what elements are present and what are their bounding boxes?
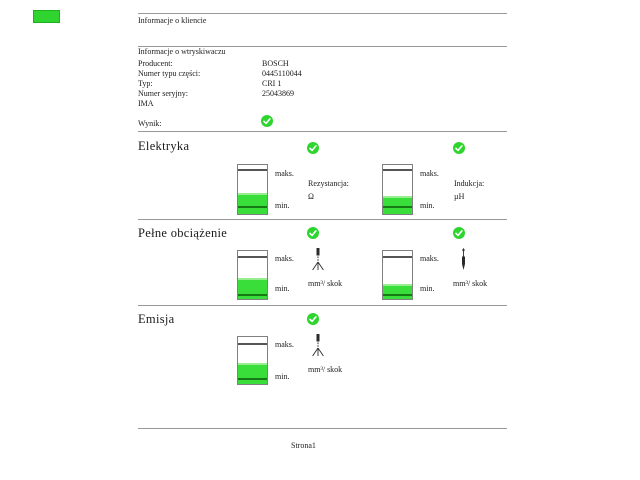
gauge-max-label: maks. — [420, 169, 439, 178]
page-number: Strona1 — [291, 441, 316, 450]
injector-spray-icon — [311, 248, 325, 271]
test-pass-check-icon — [307, 313, 319, 325]
level-gauge — [237, 336, 268, 385]
test-pass-check-icon — [307, 142, 319, 154]
section-divider — [138, 305, 507, 306]
gauge-fill — [383, 196, 412, 214]
gauge-fill — [238, 193, 267, 214]
section-divider — [138, 13, 507, 14]
gauge-min-marker — [238, 206, 267, 208]
test-pass-check-icon — [453, 142, 465, 154]
gauge-min-label: min. — [275, 284, 290, 293]
section-divider — [138, 219, 507, 220]
test-pass-check-icon — [453, 227, 465, 239]
gauge-max-label: maks. — [275, 254, 294, 263]
info-row-label: Typ: — [138, 79, 153, 88]
gauge-min-marker — [238, 294, 267, 296]
section-title: Emisja — [138, 312, 175, 326]
info-row-value: 0445110044 — [262, 69, 302, 78]
test-name: Indukcja: — [454, 179, 485, 188]
test-unit: mm³/ skok — [453, 279, 488, 288]
injector-section-title: Informacje o wtryskiwaczu — [138, 47, 226, 56]
gauge-min-label: min. — [420, 284, 435, 293]
level-gauge — [382, 250, 413, 300]
injector-spray-icon — [311, 334, 325, 357]
gauge-max-marker — [383, 169, 412, 171]
gauge-min-marker — [383, 294, 412, 296]
overall-status-box — [33, 10, 60, 23]
gauge-min-marker — [238, 378, 267, 380]
result-pass-check-icon — [261, 115, 273, 127]
info-row-label: Producent: — [138, 59, 173, 68]
footer-divider — [138, 428, 507, 429]
gauge-min-label: min. — [275, 201, 290, 210]
info-row-label: Numer typu części: — [138, 69, 201, 78]
test-pass-check-icon — [307, 227, 319, 239]
gauge-fill — [383, 284, 412, 299]
gauge-min-label: min. — [420, 201, 435, 210]
info-row-value: BOSCH — [262, 59, 289, 68]
customer-section-title: Informacje o kliencie — [138, 16, 207, 25]
gauge-max-label: maks. — [275, 340, 294, 349]
gauge-max-label: maks. — [420, 254, 439, 263]
info-row-value: CRI 1 — [262, 79, 282, 88]
gauge-fill — [238, 363, 267, 384]
gauge-max-marker — [238, 343, 267, 345]
test-unit: mm³/ skok — [308, 365, 343, 374]
gauge-min-marker — [383, 206, 412, 208]
level-gauge — [382, 164, 413, 215]
section-divider — [138, 131, 507, 132]
gauge-max-marker — [238, 256, 267, 258]
test-unit: mm³/ skok — [308, 279, 343, 288]
level-gauge — [237, 164, 268, 215]
test-unit: Ω — [308, 192, 314, 201]
section-title: Pełne obciążenie — [138, 226, 228, 240]
section-title: Elektryka — [138, 139, 190, 153]
info-row-label: Numer seryjny: — [138, 89, 188, 98]
gauge-min-label: min. — [275, 372, 290, 381]
result-label: Wynik: — [138, 119, 162, 128]
test-unit: µH — [454, 192, 465, 201]
info-row-value: 25043869 — [262, 89, 294, 98]
ima-label: IMA — [138, 99, 154, 108]
level-gauge — [237, 250, 268, 300]
gauge-max-marker — [238, 169, 267, 171]
gauge-max-marker — [383, 256, 412, 258]
test-name: Rezystancja: — [308, 179, 349, 188]
gauge-max-label: maks. — [275, 169, 294, 178]
injector-needle-icon — [459, 248, 468, 271]
